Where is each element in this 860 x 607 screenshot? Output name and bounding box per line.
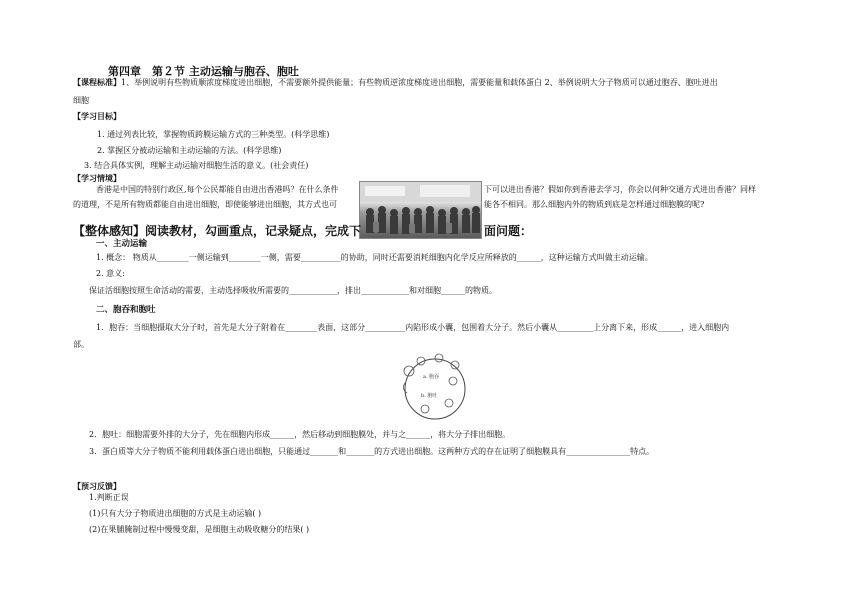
learning-goals-tag: 【学习目标】 <box>73 111 121 121</box>
meaning-label: 2. 意义: <box>96 269 125 278</box>
situation-text-left: 香港是中国的特别行政区,每个公民都能自由进出香港吗？在什么条件 <box>96 185 339 194</box>
curriculum-standard-text: 1、举例说明有些物质顺浓度梯度进出细胞，不需要额外提供能量；有些物质逆浓度梯度进出细胞，需要能量和载体蛋白 2、举例说明大分子物质可以通过胞吞、胞吐进出 <box>121 78 718 87</box>
curriculum-standard-tag: 【课程标准】 <box>73 77 121 87</box>
endocytosis-text: 1．胞吞：当细胞摄取大分子时，首先是大分子附着在________表面，这部分__________内陷形成小囊，包围着大分子。然后小囊从_________上分离下来，形成______，进入细胞内 <box>96 323 730 332</box>
diagram-label-endocytosis: a. 胞吞 <box>423 374 440 380</box>
exocytosis-text: 2．胞吐：细胞需要外排的大分子，先在细胞内形成______，然后移动到细胞膜处，并与之______，将大分子排出细胞。 <box>89 430 511 439</box>
macromolecule-text: 3．蛋白质等大分子物质不能利用载体蛋白进出细胞，只能通过_______和_______的方式进出细胞。这两种方式的存在证明了细胞膜具有________________特点。 <box>89 447 655 456</box>
situation-text-right: 下可以进出香港？假如你到香港去学习，你会以何种交通方式进出香港？同样 <box>484 185 756 194</box>
endocytosis-text-end: 部。 <box>73 340 89 349</box>
concept-text: 1. 概念： 物质从________一侧运输到________一侧，需要__________的协助，同时还需要消耗细胞内化学反应所释放的______，这种运输方式叫做主动运输。 <box>96 253 653 262</box>
goal-item: 3. 结合具体实例，理解主动运输对细胞生活的意义。(社会责任) <box>84 161 309 170</box>
curriculum-standard-line2: 细胞 <box>73 96 89 105</box>
overview-heading: 【整体感知】阅读教材，勾画重点，记录疑点，完成下 <box>73 224 362 238</box>
situation-text-right: 能各不相同。那么细胞内外的物质到底是怎样通过细胞膜的呢? <box>484 200 705 209</box>
judgment-title: 1.判断正误 <box>89 493 129 502</box>
situation-text-left: 的道理，不是所有物质都能自由进出细胞，即使能够进出细胞，其方式也可 <box>73 200 337 209</box>
endocytosis-exocytosis-diagram-icon <box>395 353 475 423</box>
judgment-item: (2)在果脯腌制过程中慢慢变甜，是细胞主动吸收糖分的结果( ) <box>89 525 310 534</box>
diagram-label-exocytosis: b. 胞吐 <box>421 393 438 399</box>
section-heading: 一、主动运输 <box>96 239 148 249</box>
preview-feedback-tag: 【预习反馈】 <box>73 481 121 491</box>
overview-heading-continued: 面问题： <box>484 224 533 238</box>
crowd-photo-icon <box>359 181 482 239</box>
learning-situation-tag: 【学习情境】 <box>73 173 121 183</box>
section-heading: 二、胞吞和胞吐 <box>96 305 156 315</box>
curriculum-standard-line1 <box>73 77 718 88</box>
goal-item: 2. 掌握区分被动运输和主动运输的方法。(科学思维) <box>97 146 282 155</box>
meaning-text: 保证活细胞按照生命活动的需要，主动选择吸收所需要的____________，排出____________和对细胞______的物质。 <box>89 286 497 295</box>
goal-item: 1. 通过列表比较，掌握物质跨膜运输方式的三种类型。(科学思维) <box>97 130 330 139</box>
judgment-item: (1)只有大分子物质进出细胞的方式是主动运输( ) <box>89 509 262 518</box>
page-title: 第四章 第２节 主动运输与胞吞、胞吐 <box>108 65 299 78</box>
